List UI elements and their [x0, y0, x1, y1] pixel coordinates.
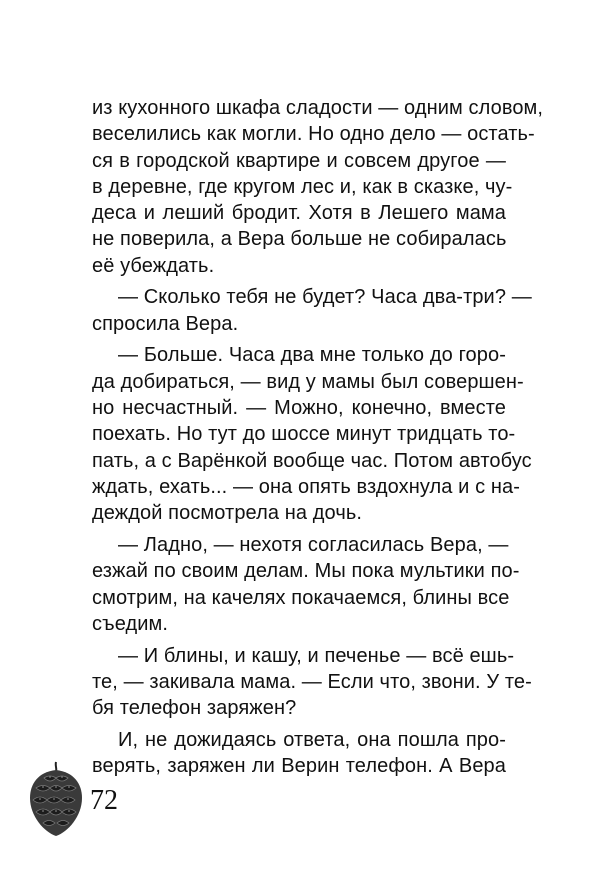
page-footer — [26, 760, 166, 840]
text-line: смотрим, на качелях покачаемся, блины все — [92, 586, 510, 609]
text-line: да добираться, — вид у мамы был совершен- — [92, 370, 524, 393]
body-text — [92, 95, 544, 779]
page-number: 72 — [90, 785, 118, 816]
text-line: — Ладно, — нехотя согласилась Вера, — — [118, 533, 509, 556]
text-line: ждать, ехать... — она опять вздохнула и с на- — [92, 475, 520, 498]
text-line: верять, заряжен ли Верин телефон. А Вера — [92, 755, 506, 778]
text-line: деждой посмотрела на дочь. — [92, 502, 363, 525]
text-line: пать, а с Варёнкой вообще час. Потом автобус — [92, 449, 532, 472]
text-line: деса и леший бродит. Хотя в Лешего мама — [92, 202, 506, 225]
text-line: съедим. — [92, 612, 169, 635]
text-line: ся в городской квартире и совсем другое — — [92, 149, 506, 172]
text-line: её убеждать. — [92, 254, 215, 277]
text-line: но несчастный. — Можно, конечно, вместе — [92, 397, 506, 420]
text-line: в деревне, где кругом лес и, как в сказке, чу- — [92, 175, 513, 198]
text-line: веселились как могли. Но одно дело — остать- — [92, 123, 535, 146]
text-line: из кухонного шкафа сладости — одним словом, — [92, 97, 544, 119]
text-line: — Сколько тебя не будет? Часа два-три? — — [118, 286, 532, 309]
text-line: поехать. Но тут до шоссе минут тридцать то- — [92, 423, 516, 446]
text-line: И, не дожидаясь ответа, она пошла про- — [118, 728, 506, 751]
text-line: — И блины, и кашу, и печенье — всё ешь- — [118, 644, 515, 667]
text-line: езжай по своим делам. Мы пока мультики по- — [92, 560, 520, 583]
pine-cone-icon — [26, 760, 86, 838]
text-line: не поверила, а Вера больше не собиралась — [92, 228, 507, 251]
text-line: спросила Вера. — [92, 312, 239, 335]
text-line: бя телефон заряжен? — [92, 697, 297, 720]
text-line: те, — закивала мама. — Если что, звони. У те- — [92, 670, 532, 693]
text-line: — Больше. Часа два мне только до горо- — [118, 344, 506, 367]
